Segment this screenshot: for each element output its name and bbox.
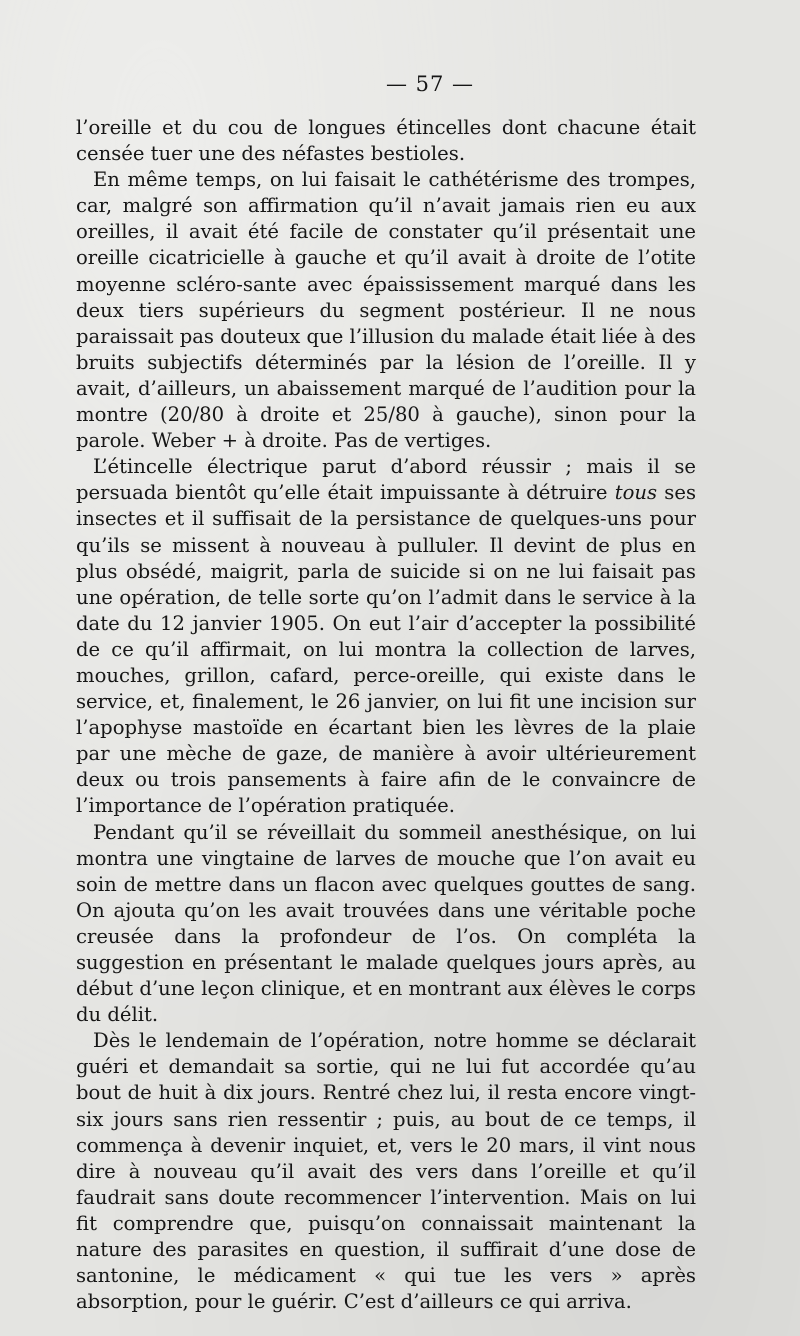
paragraph-3 [76,454,696,819]
paragraph-5: Dès le lendemain de l’opération, notre homme se déclarait guéri et demandait sa sortie, qui ne lui fut accordée qu’au bout de huit à dix jours. Rentré chez lui, il resta encore vingt-six jours sans rien ressentir ; puis, au bout de ce temps, il commença à devenir inquiet, et, vers le 20 mars, il vint nous dire à nouveau qu’il avait des vers dans l’oreille et qu’il faudrait sans doute recommencer l’intervention. Mais on lui fit comprendre que, puisqu’on connaissait maintenant la nature des parasites en question, il suffirait d’une dose de santonine, le médicament « qui tue les vers » après absorption, pour le guérir. C’est d’ailleurs ce qui arriva. [76,1029,696,1314]
paragraph-3-text-after-italic: ses insectes et il suffisait de la persistance de quelques-uns pour qu’ils se missent à nouveau à pulluler. Il devint de plus en plus obsédé, maigrit, parla de suicide si on ne lui faisait pas une opération, de telle sorte qu’on l’admit dans le service à la date du 12 janvier 1905. On eut l’air d’accepter la possibilité de ce qu’il affirmait, on lui montra la collection de larves, mouches, grillon, cafard, perce-oreille, qui existe dans le service, et, finalement, le 26 janvier, on lui fit une incision sur l’apophyse mastoïde en écartant bien les lèvres de la plaie par une mèche de gaze, de manière à avoir ultérieurement deux ou trois pansements à faire afin de le convaincre de l’importance de l’opération pratiquée. [76,481,696,818]
paragraph-4: Pendant qu’il se réveillait du sommeil anesthésique, on lui montra une vingtaine de larves de mouche que l’on avait eu soin de mettre dans un flacon avec quelques gouttes de sang. On ajouta qu’on les avait trouvées dans une véritable poche creusée dans la profondeur de l’os. On compléta la suggestion en présentant le malade quelques jours après, au début d’une leçon clinique, et en montrant aux élèves le corps du délit. [76,820,696,1027]
paragraph-3-italic-word: tous [614,481,658,505]
page-number: — 57 — [385,72,475,96]
paragraph-3-text-before-italic: L’étincelle électrique parut d’abord réussir ; mais il se persuada bientôt qu’elle était impuissante à détruire [76,455,696,505]
paragraph-2: En même temps, on lui faisait le cathétérisme des trompes, car, malgré son affirmation qu’il n’avait jamais rien eu aux oreilles, il avait été facile de constater qu’il présentait une oreille cicatricielle à gauche et qu’il avait à droite de l’otite moyenne scléro-sante avec épaississement marqué dans les deux tiers supérieurs du segment postérieur. Il ne nous paraissait pas douteux que l’illusion du malade était liée à des bruits subjectifs déterminés par la lésion de l’oreille. Il y avait, d’ailleurs, un abaissement marqué de l’audition pour la montre (20/80 à droite et 25/80 à gauche), sinon pour la parole. Weber + à droite. Pas de vertiges. [76,168,696,453]
paragraph-1: l’oreille et du cou de longues étincelles dont chacune était censée tuer une des néfastes bestioles. [76,116,696,166]
body-text [76,115,696,1315]
